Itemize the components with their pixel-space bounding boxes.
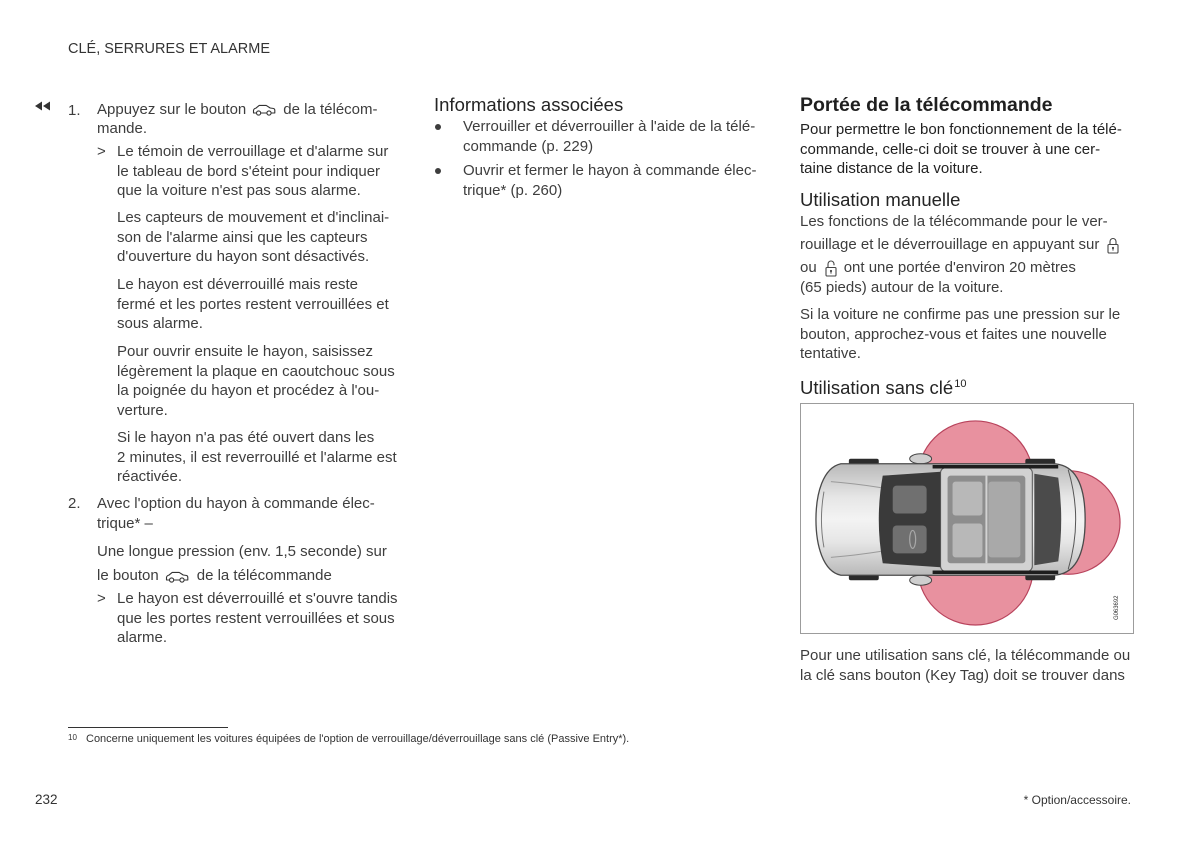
keyless-range-figure [800,403,1134,634]
step-1-text [97,100,378,139]
keyless-use-heading [800,377,966,399]
note-line: d'ouverture du hayon sont désactivés. [117,248,370,265]
remote-range-intro [800,120,1122,179]
footnote-reference: 10 [954,378,967,390]
note-line: son de l'alarme ainsi que les capteurs [117,228,368,246]
option-accessory-note: * Option/accessoire. [1023,793,1131,807]
step-1-line [97,100,378,120]
step-2-instruction-line: Une longue pression (env. 1,5 seconde) sur [97,543,387,560]
step-1-result [117,142,388,201]
related-info-heading: Informations associées [434,94,624,115]
step-2-result [117,589,398,648]
step-2-text-before-icon: le bouton [97,567,159,584]
bullet-icon [435,168,441,174]
retry-line: bouton, approchez-vous et faites une nouvelle [800,325,1107,343]
double-left-arrow-icon [35,98,51,116]
keyless-use-text [800,646,1130,685]
manual-use-heading: Utilisation manuelle [800,189,961,210]
step-1-text-after-icon: de la télécom- [283,100,378,118]
lock-icon [1107,237,1119,254]
result-line: que les portes restent verrouillées et sous [117,609,395,627]
result-marker: > [97,143,106,160]
manual-use-line: (65 pieds) autour de la voiture. [800,279,1004,296]
manual-use-line [800,256,1076,280]
intro-line: Pour permettre le bon fonctionnement de la télé- [800,121,1122,138]
car-rear-bench [988,482,1020,558]
tailgate-button-icon [252,103,276,116]
manual-use-text-before-lock: rouillage et le déverrouillage en appuyant sur [800,236,1100,253]
retry-line: Si la voiture ne confirme pas une pression sur le [800,306,1121,323]
remote-range-heading: Portée de la télécommande [800,94,1053,116]
note-line: fermé et les portes restent verrouillées et [117,295,389,313]
step-number: 1. [68,102,81,119]
result-line: le tableau de bord s'éteint pour indiquer [117,162,381,180]
keyless-use-heading-text: Utilisation sans clé [800,377,954,398]
section-title: CLÉ, SERRURES ET ALARME [68,41,270,57]
car-top-view [816,454,1085,585]
step-1-note-sensors [117,208,389,267]
step-2-text [97,494,375,533]
keyless-range-illustration [801,404,1133,633]
step-1-note-relock [117,428,397,487]
tailgate-button-icon [165,570,189,583]
footnote-divider [68,727,228,728]
car-rear-seat [953,523,983,557]
footnote-number: 10 [68,733,77,742]
car-rear-seat [953,482,983,516]
manual-use-line: Les fonctions de la télécommande pour le ver- [800,213,1108,230]
manual-use-line [800,233,1119,257]
result-line: que la voiture n'est pas sous alarme. [117,182,361,199]
related-link-line[interactable]: commande (p. 229) [463,137,594,155]
result-marker: > [97,590,106,607]
step-2-line: Avec l'option du hayon à commande élec- [97,495,375,512]
keyless-line: la clé sans bouton (Key Tag) doit se trouver dans [800,666,1125,684]
retry-line: tentative. [800,345,861,362]
note-line: sous alarme. [117,315,203,332]
step-1-note-tailgate-unlocked [117,275,389,334]
note-line: Le hayon est déverrouillé mais reste [117,276,358,293]
note-line: réactivée. [117,468,183,485]
step-number: 2. [68,495,81,512]
manual-use-retry-note [800,305,1120,364]
manual-use-text-after-unlock: ont une portée d'environ 20 mètres [843,259,1076,276]
step-2-line: trique* – [97,514,153,532]
note-line: légèrement la plaque en caoutchouc sous [117,362,395,380]
car-front-seat [893,486,927,514]
note-line: 2 minutes, il est reverrouillé et l'alarme est [117,448,397,466]
keyless-line: Pour une utilisation sans clé, la télécommande ou [800,647,1131,664]
page-number: 232 [35,792,58,807]
manual-use-text-before-unlock: ou [800,259,817,276]
note-line: la poignée du hayon et procédez à l'ou- [117,382,380,399]
car-mirror [910,575,932,585]
step-1-note-opening [117,342,395,420]
note-line: verture. [117,401,168,419]
intro-line: taine distance de la voiture. [800,160,983,177]
related-link-power-tailgate[interactable] [463,161,756,200]
bullet-icon [435,124,441,130]
related-link-line[interactable]: Verrouiller et déverrouiller à l'aide de la télé- [463,118,756,135]
car-mirror [910,454,932,464]
related-link-lock-unlock-remote[interactable] [463,117,755,156]
footnote-text: Concerne uniquement les voitures équipées de l'option de verrouillage/déverrouillage sans clé (Passive Entry*). [86,733,630,745]
related-link-line[interactable]: trique* (p. 260) [463,181,563,199]
intro-line: commande, celle-ci doit se trouver à une cer- [800,140,1101,158]
unlock-icon [825,260,837,277]
note-line: Les capteurs de mouvement et d'inclinai- [117,209,390,226]
note-line: Pour ouvrir ensuite le hayon, saisissez [117,343,373,360]
car-rear-window [1034,474,1061,566]
step-1-text-before-icon: Appuyez sur le bouton [97,100,247,118]
result-line: alarme. [117,629,168,646]
step-1-line: mande. [97,120,148,137]
related-link-line[interactable]: Ouvrir et fermer le hayon à commande élec- [463,162,757,179]
result-line: Le témoin de verrouillage et d'alarme sur [117,143,389,160]
figure-code: G063692 [1114,595,1121,621]
note-line: Si le hayon n'a pas été ouvert dans les [117,429,375,446]
step-2-text-after-icon: de la télécommande [196,567,332,584]
step-2-instruction-line [97,564,332,588]
result-line: Le hayon est déverrouillé et s'ouvre tandis [117,590,398,607]
